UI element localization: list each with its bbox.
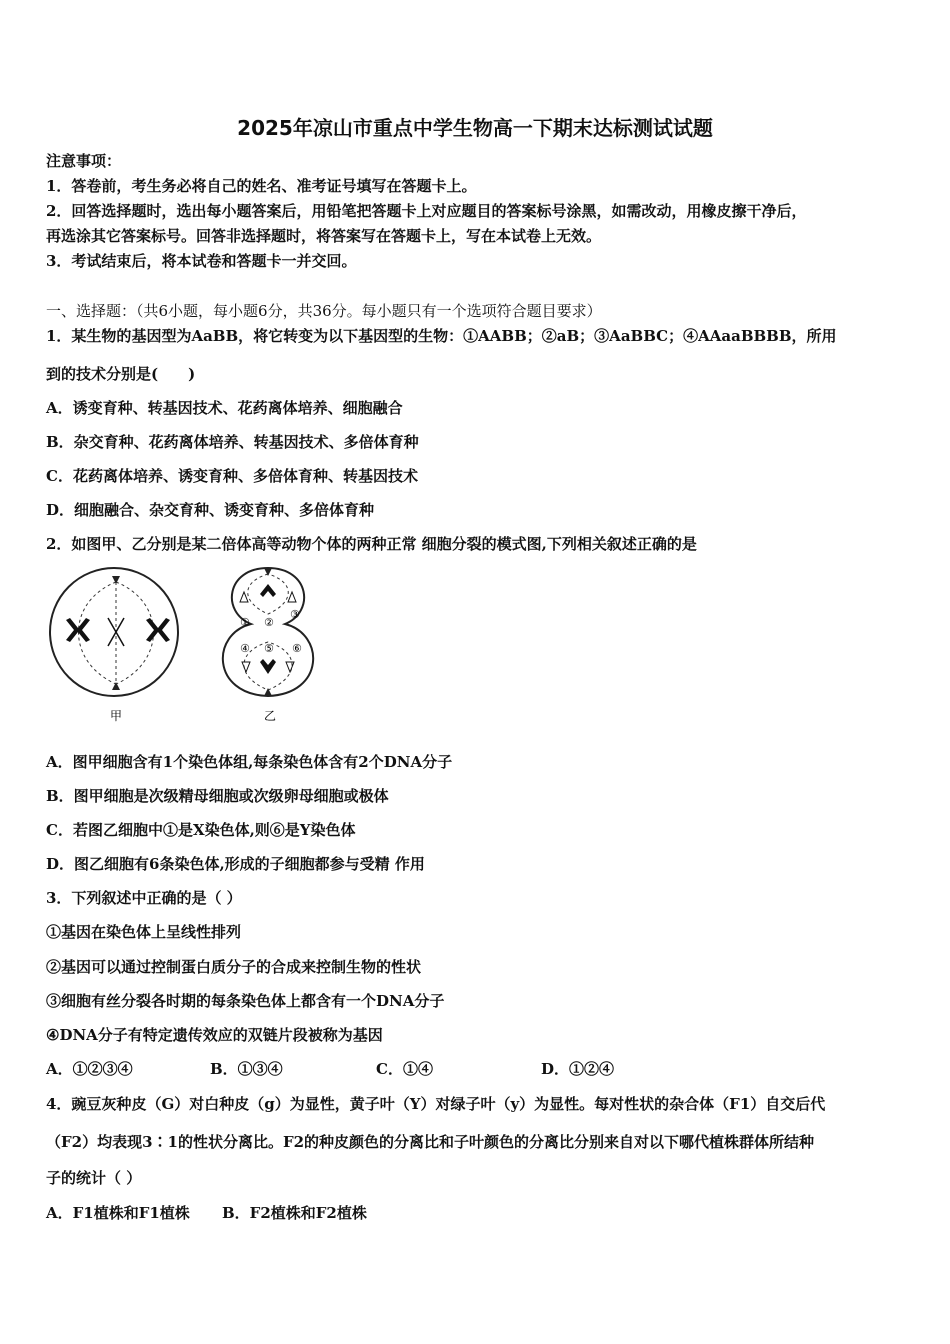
label-num-5: ⑤ [264, 642, 274, 655]
q2-option-d: D．图乙细胞有6条染色体,形成的子细胞都参与受精 作用 [46, 855, 425, 873]
chromosome-middle [108, 618, 124, 646]
q3-option-c: C．①④ [376, 1060, 433, 1078]
q2-option-a: A．图甲细胞含有1个染色体组,每条染色体含有2个DNA分子 [46, 753, 453, 771]
q2-stem: 2．如图甲、乙分别是某二倍体高等动物个体的两种正常 细胞分裂的模式图,下列相关叙述正确的是 [46, 535, 697, 553]
spindle-fiber [248, 574, 289, 614]
spindle-fiber [116, 582, 154, 684]
notice-item: 2．回答选择题时，选出每小题答案后，用铅笔把答题卡上对应题目的答案标号涂黑，如需改动，用橡皮擦干净后， [46, 202, 807, 220]
q3-option-a: A．①②③④ [46, 1060, 133, 1078]
q3-option-d: D．①②④ [541, 1060, 615, 1078]
q4-stem-continued: （F2）均表现3∶1的性状分离比。F2的种皮颜色的分离比和子叶颜色的分离比分别来自对以下哪代植株群体所结种 [46, 1133, 815, 1151]
q3-statement: ②基因可以通过控制蛋白质分子的合成来控制生物的性状 [46, 958, 422, 976]
q3-statement: ①基因在染色体上呈线性排列 [46, 923, 242, 941]
q1-option-d: D．细胞融合、杂交育种、诱变育种、多倍体育种 [46, 501, 375, 519]
q4-option-b: B．F2植株和F2植株 [222, 1204, 367, 1222]
q2-option-c: C．若图乙细胞中①是X染色体,则⑥是Y染色体 [46, 821, 356, 839]
chromosome-left [66, 618, 90, 642]
q1-option-a: A．诱变育种、转基因技术、花药离体培养、细胞融合 [46, 399, 403, 417]
q4-stem: 4．豌豆灰种皮（G）对白种皮（g）为显性，黄子叶（Y）对绿子叶（y）为显性。每对性状的杂合体（F1）自交后代 [46, 1095, 826, 1113]
centriole [112, 682, 120, 690]
chromosome-upper [240, 584, 296, 602]
cell-division-diagram [46, 562, 336, 728]
label-num-3: ③ [290, 608, 300, 621]
chromosome-lower [242, 659, 294, 674]
q4-stem-continued: 子的统计（ ） [46, 1169, 142, 1187]
q2-option-b: B．图甲细胞是次级精母细胞或次级卵母细胞或极体 [46, 787, 389, 805]
label-num-2: ② [264, 616, 274, 629]
notice-heading: 注意事项： [46, 152, 122, 170]
q4-option-a: A．F1植株和F1植株 [46, 1204, 190, 1222]
q1-option-c: C．花药离体培养、诱变育种、多倍体育种、转基因技术 [46, 467, 418, 485]
q1-option-b: B．杂交育种、花药离体培养、转基因技术、多倍体育种 [46, 433, 419, 451]
section-heading: 一、选择题：（共6小题，每小题6分，共36分。每小题只有一个选项符合题目要求） [46, 302, 602, 320]
q3-stem: 3．下列叙述中正确的是（ ） [46, 889, 242, 907]
label-num-1: ① [240, 616, 250, 629]
notice-item: 3．考试结束后，将本试卷和答题卡一并交回。 [46, 252, 357, 270]
chromosome-right [146, 618, 170, 642]
q3-statement: ③细胞有丝分裂各时期的每条染色体上都含有一个DNA分子 [46, 992, 445, 1010]
q1-stem-continued: 到的技术分别是( ) [46, 365, 196, 383]
notice-item: 再选涂其它答案标号。回答非选择题时，将答案写在答题卡上，写在本试卷上无效。 [46, 227, 602, 245]
notice-item: 1．答卷前，考生务必将自己的姓名、准考证号填写在答题卡上。 [46, 177, 477, 195]
label-yi: 乙 [264, 709, 277, 723]
q3-option-b: B．①③④ [210, 1060, 283, 1078]
q1-stem: 1．某生物的基因型为AaBB，将它转变为以下基因型的生物：①AABB；②aB；③AaBBC；④AAaaBBBB，所用 [46, 327, 837, 345]
label-num-4: ④ [240, 642, 250, 655]
q3-statement: ④DNA分子有特定遗传效应的双链片段被称为基因 [46, 1026, 383, 1044]
label-jia: 甲 [110, 709, 123, 723]
page-title: 2025年凉山市重点中学生物高一下期末达标测试试题 [237, 116, 713, 140]
label-num-6: ⑥ [292, 642, 302, 655]
cell-division-figure [46, 562, 336, 732]
